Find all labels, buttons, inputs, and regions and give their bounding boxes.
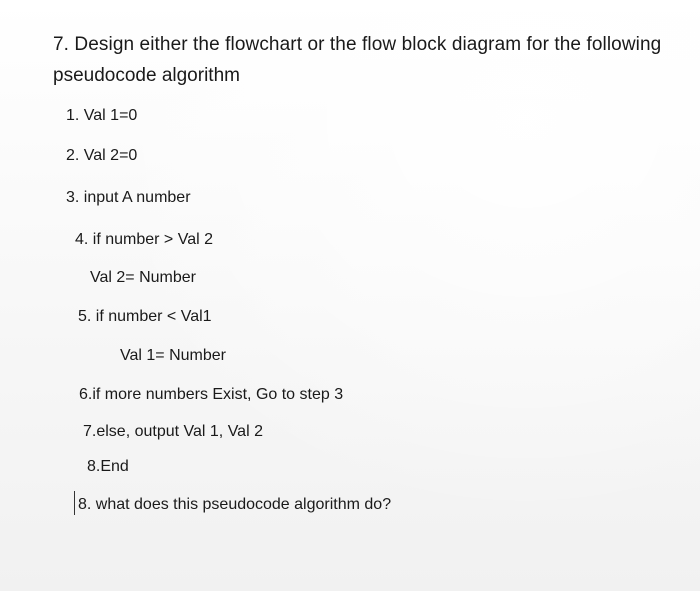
step-1: 1. Val 1=0 <box>66 107 138 124</box>
step-4-assignment: Val 2= Number <box>90 269 196 286</box>
step-6: 6.if more numbers Exist, Go to step 3 <box>79 386 344 403</box>
step-5: 5. if number < Val1 <box>78 308 212 325</box>
step-3: 3. input A number <box>66 189 191 206</box>
step-2: 2. Val 2=0 <box>66 147 138 164</box>
step-7: 7.else, output Val 1, Val 2 <box>83 423 263 440</box>
step-4: 4. if number > Val 2 <box>75 231 213 248</box>
final-question: 8. what does this pseudocode algorithm do? <box>78 496 392 513</box>
step-5-assignment: Val 1= Number <box>120 347 226 364</box>
question-title-line-1: 7. Design either the flowchart or the flow block diagram for the following <box>53 34 662 55</box>
question-title-line-2: pseudocode algorithm <box>53 65 240 86</box>
text-cursor-mark <box>74 491 75 515</box>
step-8: 8.End <box>87 458 129 475</box>
